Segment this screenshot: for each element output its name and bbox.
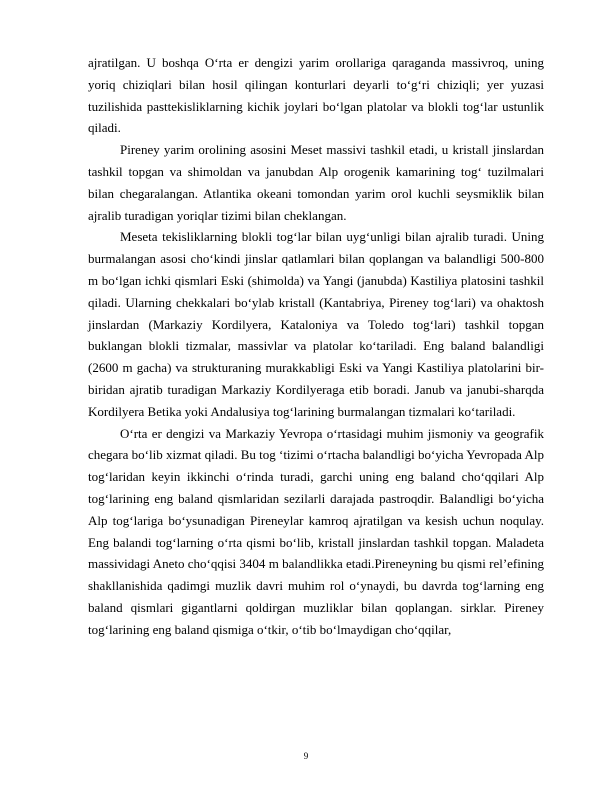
paragraph-meseta-basis: Pireney yarim orolining asosini Meset massivi tashkil etadi, u kristall jinslardan tashkil topgan va shimoldan va janubdan Alp orogenik kamarining tog‘ tuzilmalari bilan chegaralangan. Atlantika okeani tomondan yarim orol kuchli seysmiklik bilan ajralib turadigan yoriqlar tizimi bilan cheklangan.	[88, 142, 544, 223]
paragraph-continuation: ajratilgan. U boshqa O‘rta er dengizi yarim orollariga qaraganda massivroq, uning yoriq chiziqlari bilan hosil qilingan konturlari deyarli to‘g‘ri chiziqli; yer yuzasi tuzilishida pasttekisliklarning kichik joylari bo‘lgan platolar va blokli tog‘lar ustunlik qiladi.	[88, 55, 544, 136]
paragraph-pyrenees: O‘rta er dengizi va Markaziy Yevropa o‘rtasidagi muhim jismoniy va geografik chegara bo‘lib xizmat qiladi. Bu tog ‘tizimi o‘rtacha balandligi bo‘yicha Yevropada Alp tog‘laridan keyin ikkinchi o‘rinda turadi, garchi uning eng baland cho‘qqilari Alp tog‘larining eng baland qismlaridan sezilarli darajada pastroqdir. Balandligi bo‘yicha Alp tog‘lariga bo‘ysunadigan Pireneylar kamroq ajratilgan va kesish uchun noqulay. Eng balandi tog‘larning o‘rta qismi bo‘lib, kristall jinslardan tashkil topgan. Maladeta massividagi Aneto cho‘qqisi 3404 m balandlikka etadi.Pireneyning bu qismi rel’efining shakllanishida qadimgi muzlik davri muhim rol o‘ynaydi, bu davrda tog‘larning eng baland qismlari gigantlarni qoldirgan muzliklar bilan qoplangan. sirklar. Pireney tog‘larining eng baland qismiga o‘tkir, o‘tib bo‘lmaydigan cho‘qqilar,	[88, 425, 544, 637]
document-body	[88, 52, 544, 641]
page-number: 9	[303, 751, 309, 761]
paragraph-meseta-mountains: Meseta tekisliklarning blokli tog‘lar bilan uyg‘unligi bilan ajralib turadi. Uning burmalangan asosi cho‘kindi jinslar qatlamlari bilan qoplangan va balandligi 500-800 m bo‘lgan ichki qismlari Eski (shimolda) va Yangi (janubda) Kastiliya platosini tashkil qiladi. Ularning chekkalari bo‘ylab kristall (Kantabriya, Pireney tog‘lari) va ohaktosh jinslardan (Markaziy Kordilyera, Kataloniya va Toledo tog‘lari) tashkil topgan buklangan blokli tizmalar, massivlar va platolar ko‘tariladi. Eng baland balandligi (2600 m gacha) va strukturaning murakkabligi Eski va Yangi Kastiliya platolarini bir-biridan ajratib turadigan Markaziy Kordilyeraga etib boradi. Janub va janubi-sharqda Kordilyera Betika yoki Andalusiya tog‘larining burmalangan tizmalari ko‘tariladi.	[88, 229, 544, 419]
